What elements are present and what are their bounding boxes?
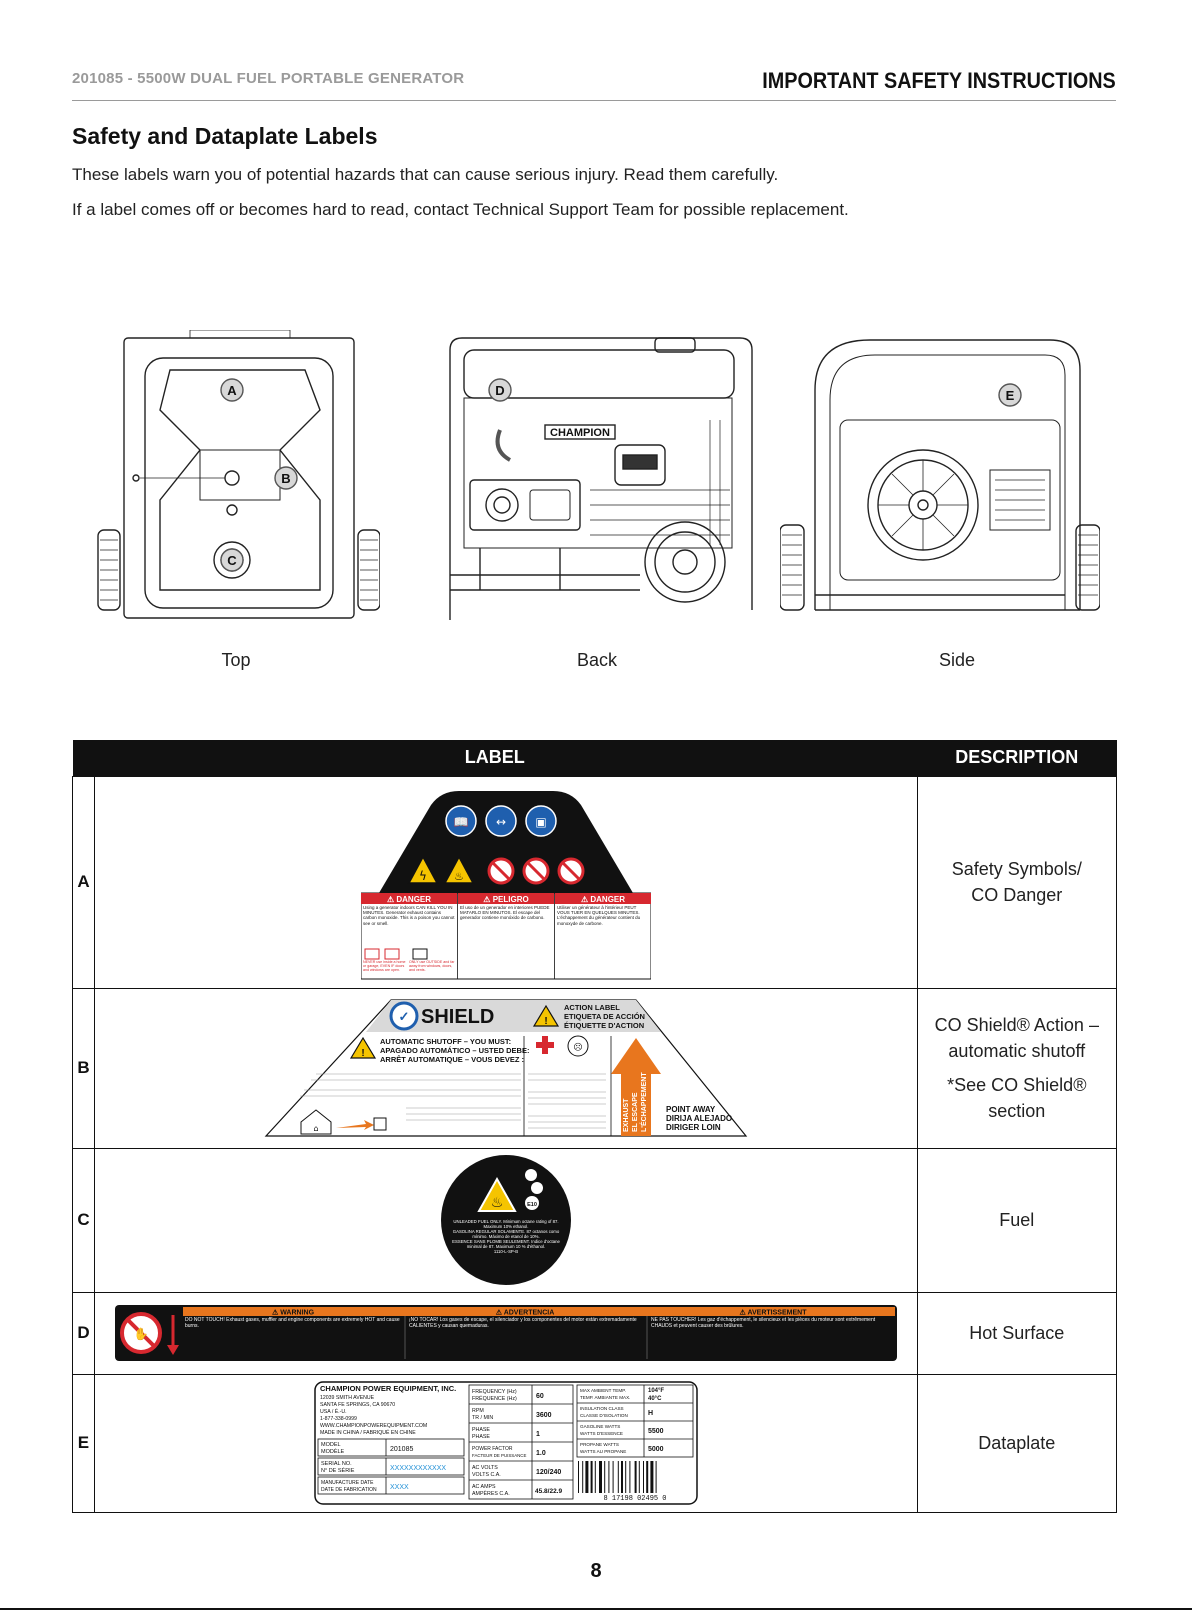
model-value: 201085 <box>389 1446 414 1453</box>
marker-c: C <box>227 553 237 568</box>
desc-line: automatic shutoff <box>948 1041 1086 1061</box>
shutoff-warning-icon: ! <box>361 1048 365 1059</box>
propane-watts-label-en: PROPANE WATTS <box>579 1442 619 1447</box>
point-away-es: DIRIJA ALEJADO <box>665 1114 732 1123</box>
caption-side: Side <box>938 650 976 670</box>
table-header-row <box>73 740 1117 776</box>
gasoline-watts-value: 5500 <box>647 1428 664 1435</box>
label-b-art <box>94 988 917 1148</box>
warning-header-fr: ⚠ AVERTISSEMENT <box>739 1309 807 1317</box>
danger-header-es: ⚠ PELIGRO <box>483 895 529 904</box>
danger-text-fr: Utiliser un générateur à l'intérieur PEUT VOUS TUER EN QUELQUES MINUTES. L'échappement du générateur contient du monoxyde de carbone. <box>556 905 640 926</box>
dataplate-company: CHAMPION POWER EQUIPMENT, INC. <box>319 1384 457 1393</box>
echappement-text: L'ÉCHAPPEMENT <box>640 1072 648 1132</box>
generator-views <box>90 330 1120 630</box>
propane-watts-label-fr: WATTS AU PROPANE <box>579 1449 627 1454</box>
fire-icon: ♨ <box>453 870 464 883</box>
marker-b: B <box>281 471 291 486</box>
desc-line: Fuel <box>999 1210 1035 1230</box>
rpm-label-en: RPM <box>471 1408 484 1414</box>
label-a-art <box>94 776 917 988</box>
frequency-label-fr: FRÉQUENCE (Hz) <box>471 1396 517 1402</box>
exhaust-text: EXHAUST <box>622 1098 630 1132</box>
header-section-title: IMPORTANT SAFETY INSTRUCTIONS <box>762 68 1116 93</box>
rpm-value: 3600 <box>535 1412 552 1419</box>
desc-note-line: section <box>988 1101 1046 1121</box>
power-factor-value: 1.0 <box>535 1450 546 1457</box>
table-row-e <box>73 1374 1117 1512</box>
co-danger-label <box>361 783 651 981</box>
desc-line: Dataplate <box>978 1433 1056 1453</box>
shield-wordmark: SHIELD <box>420 1006 495 1028</box>
shutoff-en: AUTOMATIC SHUTOFF – YOU MUST: <box>379 1037 511 1046</box>
model-label-en: MODEL <box>320 1442 341 1448</box>
barcode-bar <box>625 1461 626 1493</box>
brand-logo: CHAMPION <box>550 427 610 439</box>
warning-header-en: ⚠ WARNING <box>271 1309 314 1317</box>
dataplate-phone: 1-877-338-0999 <box>319 1416 357 1422</box>
barcode-bar <box>612 1461 613 1493</box>
page-number: 8 <box>590 1560 602 1582</box>
intro-paragraph-2: If a label comes off or becomes hard to read, contact Technical Support Team for possible replacement. <box>72 200 849 219</box>
caption-top: Top <box>221 650 251 670</box>
barcode-bar <box>650 1461 653 1493</box>
never-inside-text: NEVER use inside a home or garage, EVEN IF doors and windows are open. <box>362 960 406 973</box>
read-manual-icon: 📖 <box>453 815 469 829</box>
power-factor-label-fr: FACTEUR DE PUISSANCE <box>471 1453 527 1458</box>
rpm-label-fr: TR / MIN <box>471 1415 493 1421</box>
model-label-fr: MODÈLE <box>320 1449 344 1455</box>
ac-volts-label-fr: VOLTS C.A. <box>471 1472 501 1478</box>
description-column-header: DESCRIPTION <box>917 740 1116 776</box>
house-icon: ⌂ <box>313 1124 319 1133</box>
dataplate-address-3: USA / É.-U. <box>319 1409 347 1415</box>
side-view-illustration <box>780 330 1100 630</box>
back-view-illustration <box>440 330 760 630</box>
warning-text-es: ¡NO TOCAR! Los gases de escape, el silenciador y los componentes del motor están extremadamente CALIENTES y causan quemaduras. <box>408 1317 637 1329</box>
top-view-illustration <box>90 330 380 630</box>
row-a-description <box>917 776 1116 988</box>
row-letter: D <box>73 1292 95 1374</box>
ac-amps-label-fr: AMPÈRES C.A. <box>471 1491 510 1497</box>
row-d-description <box>917 1292 1116 1374</box>
desc-line: CO Danger <box>971 885 1063 905</box>
row-letter: B <box>73 988 95 1148</box>
action-warning-icon: ! <box>544 1016 548 1027</box>
label-c-art <box>94 1148 917 1292</box>
serial-label-en: SERIAL NO. <box>320 1461 352 1467</box>
row-b-description <box>917 988 1116 1148</box>
max-temp-c: 40°C <box>647 1396 662 1402</box>
phase-value: 1 <box>535 1431 540 1438</box>
only-outside-text: ONLY use OUTSIDE and far away from windows, doors, and vents. <box>408 960 455 973</box>
insulation-value: H <box>647 1410 653 1417</box>
danger-header-en: ⚠ DANGER <box>386 895 431 904</box>
marker-a: A <box>227 383 237 398</box>
table-row-d <box>73 1292 1117 1374</box>
ac-amps-label-en: AC AMPS <box>471 1484 496 1490</box>
row-letter: E <box>73 1374 95 1512</box>
warning-header-es: ⚠ ADVERTENCIA <box>495 1309 555 1317</box>
barcode-number: 8 17198 02495 0 <box>603 1495 667 1503</box>
ac-volts-label-en: AC VOLTS <box>471 1465 498 1471</box>
phase-label-en: PHASE <box>471 1427 490 1433</box>
date-label-en: MANUFACTURE DATE <box>320 1480 374 1486</box>
phase-label-fr: PHASE <box>471 1434 490 1440</box>
section-title: Safety and Dataplate Labels <box>72 123 378 149</box>
insulation-label-en: INSULATION CLASS <box>579 1406 624 1411</box>
header-divider <box>72 100 1116 101</box>
barcode-bar <box>643 1461 644 1493</box>
barcode-bar <box>618 1461 619 1493</box>
gasoline-watts-label-en: GASOLINE WATTS <box>579 1424 621 1429</box>
date-value: XXXX <box>389 1484 409 1491</box>
caption-back: Back <box>576 650 618 670</box>
marker-d: D <box>495 383 505 398</box>
intro-paragraph-1: These labels warn you of potential hazards that can cause serious injury. Read them carefully. <box>72 165 779 184</box>
barcode-bar <box>634 1461 636 1493</box>
danger-text-es: El uso de un generador en interiores PUEDE MATARLO EN MINUTOS. El escape del generador contiene monóxido de carbono. <box>459 905 550 921</box>
barcode-bar <box>599 1461 602 1493</box>
electric-shock-icon: ϟ <box>418 869 427 883</box>
row-letter: A <box>73 776 95 988</box>
co-shield-action-label <box>256 994 756 1142</box>
max-temp-label-en: MAX AMBIENT TEMP. <box>579 1388 626 1393</box>
frequency-value: 60 <box>535 1393 544 1400</box>
warning-text-fr: NE PAS TOUCHER! Les gaz d'échappement, le silencieux et les pièces du moteur sont extrêmement CHAUDS et peuvent causer des brûlures. <box>650 1317 875 1329</box>
point-away-en: POINT AWAY <box>665 1105 715 1114</box>
insulation-label-fr: CLASSE D'ISOLATION <box>579 1413 628 1418</box>
co-shield-logo-icon: ✓ <box>398 1009 410 1024</box>
dataplate-address-2: SANTA FE SPRINGS, CA 90670 <box>319 1402 395 1408</box>
marker-e: E <box>1005 388 1015 403</box>
labels-table <box>72 740 1117 1513</box>
distance-icon: ↔ <box>495 815 506 829</box>
desc-note-line: *See CO Shield® <box>947 1075 1087 1095</box>
fuel-code: 1110-L-SP-B <box>493 1249 518 1254</box>
dizzy-face-icon: ☹ <box>573 1043 583 1053</box>
barcode-bar <box>639 1461 640 1493</box>
barcode-bar <box>582 1461 583 1493</box>
e10-badge: E10 <box>526 1202 537 1208</box>
first-aid-icon <box>542 1036 548 1054</box>
gasoline-watts-label-fr: WATTS D'ESSENCE <box>579 1431 623 1436</box>
fuel-text-es: GASOLINA REGULAR SOLAMENTE. 87 octanos como mínimo. Máximo de etanol de 10%. <box>452 1229 559 1239</box>
table-row-c <box>73 1148 1117 1292</box>
row-letter: C <box>73 1148 95 1292</box>
header-product: 201085 - 5500W DUAL FUEL PORTABLE GENERATOR <box>72 70 465 87</box>
dataplate-made-in: MADE IN CHINA / FABRIQUÉ EN CHINE <box>319 1430 416 1436</box>
prohibition-icons <box>489 859 583 883</box>
action-label-fr: ÉTIQUETTE D'ACTION <box>563 1021 644 1030</box>
barcode-bar <box>621 1461 623 1493</box>
label-column-header: LABEL <box>73 740 918 776</box>
generator-small-icon <box>374 1118 386 1130</box>
fuel-label <box>439 1153 573 1287</box>
warning-text-en: DO NOT TOUCH! Exhaust gases, muffler and engine components are extremely HOT and cause burns. <box>184 1317 400 1329</box>
point-away-fr: DIRIGER LOIN <box>665 1123 721 1132</box>
label-e-art <box>94 1374 917 1512</box>
barcode-bar <box>604 1461 605 1493</box>
desc-line: CO Shield® Action – <box>934 1015 1099 1035</box>
row-c-description <box>917 1148 1116 1292</box>
serial-value: XXXXXXXXXXXX <box>389 1465 446 1472</box>
danger-header-fr: ⚠ DANGER <box>580 895 625 904</box>
barcode-bar <box>646 1461 648 1493</box>
desc-line: Hot Surface <box>969 1323 1065 1343</box>
date-label-fr: DATE DE FABRICATION <box>320 1487 377 1493</box>
max-temp-f: 104°F <box>647 1388 664 1394</box>
ac-amps-value: 45.8/22.9 <box>534 1488 562 1495</box>
barcode-bar <box>608 1461 609 1493</box>
barcode-bar <box>578 1461 579 1493</box>
propane-watts-value: 5000 <box>647 1446 664 1453</box>
ac-volts-value: 120/240 <box>535 1469 562 1476</box>
generator-icon: ▣ <box>535 815 547 829</box>
barcode-bar <box>590 1461 592 1493</box>
dataplate-address-1: 12039 SMITH AVENUE <box>319 1395 374 1401</box>
frequency-label-en: FREQUENCY (Hz) <box>471 1389 517 1395</box>
shutoff-es: APAGADO AUTOMÁTICO – USTED DEBE: <box>379 1046 530 1055</box>
dataplate-label <box>314 1381 698 1505</box>
footer-divider <box>0 1608 1192 1610</box>
action-label-es: ETIQUETA DE ACCIÓN <box>563 1012 645 1021</box>
danger-text-en: Using a generator indoors CAN KILL YOU IN MINUTES. Generator exhaust contains carbon monoxide. This is a poison you cannot see or smell. <box>362 905 455 926</box>
hot-surface-label <box>115 1305 897 1361</box>
action-label-en: ACTION LABEL <box>563 1003 620 1012</box>
power-factor-label-en: POWER FACTOR <box>471 1446 513 1452</box>
shutoff-fr: ARRÊT AUTOMATIQUE – VOUS DEVEZ : <box>379 1055 524 1064</box>
barcode-bar <box>585 1461 588 1493</box>
dataplate-website: WWW.CHAMPIONPOWEREQUIPMENT.COM <box>319 1423 427 1429</box>
desc-line: Safety Symbols/ <box>951 859 1082 879</box>
barcode-bar <box>655 1461 656 1493</box>
label-d-art <box>94 1292 917 1374</box>
no-touch-hand-icon: ✋ <box>133 1327 149 1341</box>
row-e-description <box>917 1374 1116 1512</box>
barcode-bar <box>629 1461 630 1493</box>
max-temp-label-fr: TEMP. AMBIANTE MAX. <box>579 1395 631 1400</box>
table-row-a <box>73 776 1117 988</box>
flammable-icon: ♨ <box>490 1195 504 1211</box>
table-row-b <box>73 988 1117 1148</box>
fuel-text-en: UNLEADED FUEL ONLY. Minimum octane rating of 87. Maximum 10% ethanol. <box>453 1219 559 1229</box>
fuel-text-fr: ESSENCE SANS PLOMB SEULEMENT. Indice d'octane minimal de 87. Maximum 10 % d'éthanol. <box>451 1239 560 1249</box>
serial-label-fr: N° DE SÉRIE <box>320 1468 355 1474</box>
barcode-bar <box>595 1461 596 1493</box>
escape-text: EL ESCAPE <box>631 1092 639 1132</box>
